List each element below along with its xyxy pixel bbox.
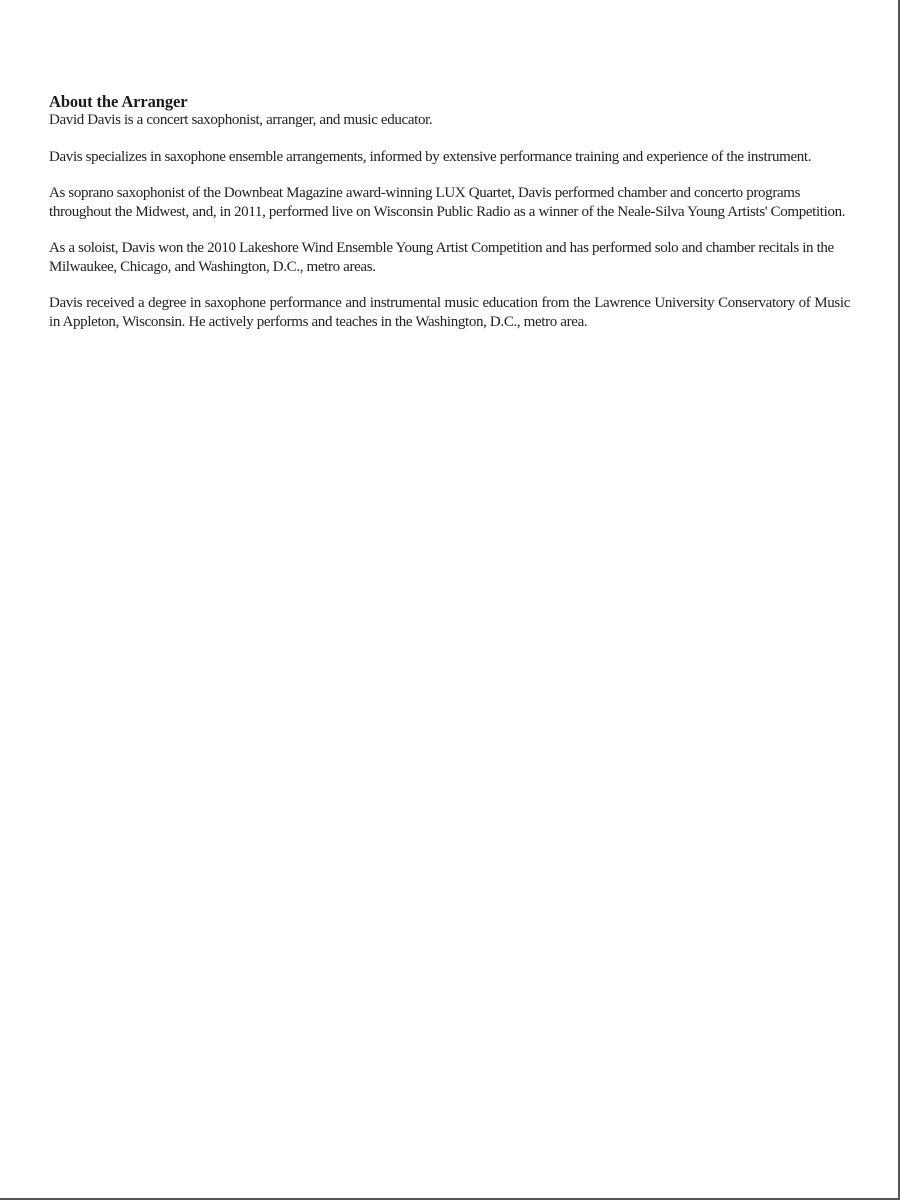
bio-paragraph-education: Davis received a degree in saxophone performance and instrumental music education from the Lawrence University Conservatory of Music in Appleton, Wisconsin. He actively performs and teaches in the Washington, D.C., metro area. (49, 295, 850, 330)
bio-paragraph-intro: David Davis is a concert saxophonist, arranger, and music educator. (49, 112, 433, 128)
arranger-bio-section (49, 92, 850, 349)
bio-paragraph-lux-quartet: As soprano saxophonist of the Downbeat Magazine award-winning LUX Quartet, Davis performed chamber and concerto programs throughout the Midwest, and, in 2011, performed live on Wisconsin Public Radio as a winner of the Neale-Silva Young Artists' Competition. (49, 185, 846, 220)
bio-paragraph-specialization: Davis specializes in saxophone ensemble arrangements, informed by extensive performance training and experience of the instrument. (49, 148, 812, 165)
section-heading: About the Arranger (49, 92, 188, 111)
bio-paragraph-soloist: As a soloist, Davis won the 2010 Lakeshore Wind Ensemble Young Artist Competition and has performed solo and chamber recitals in the Milwaukee, Chicago, and Washington, D.C., metro areas. (49, 240, 834, 275)
